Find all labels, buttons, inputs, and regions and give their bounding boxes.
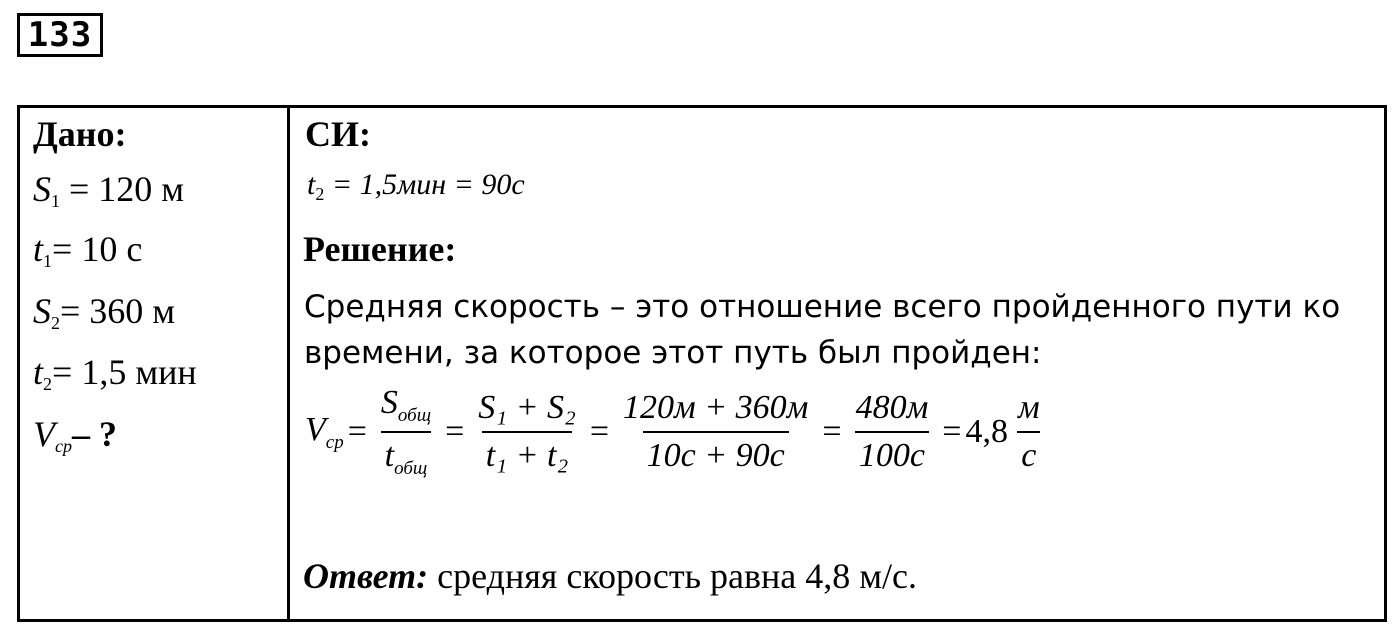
solution-title: Решение:: [303, 229, 457, 269]
fraction-symbolic: $\frac{\text{S₁ + S₂}}{\text{t₁ + t₂}}$: [478, 389, 576, 474]
fraction-values: $\frac{120м + 360м}{10с + 90с}$: [623, 389, 809, 474]
fraction-total: $\frac{S_{общ}}{t_{общ}}$: [380, 384, 432, 479]
given-line-t1: $t_1= 10$ с: [33, 229, 143, 271]
answer-text: средняя скорость равна 4,8 м/с.: [428, 556, 917, 596]
answer: [303, 555, 917, 597]
formula-result: 4,8: [965, 413, 1008, 450]
formula-lhs: $V_{ср}$: [305, 410, 344, 453]
solution-text: Средняя скорость – это отношение всего пройденного пути ко времени, за которое этот путь был пройден:: [304, 289, 1341, 371]
answer-label: Ответ:: [303, 556, 429, 596]
given-line-s1: $S_1 = 120$ м: [33, 169, 185, 211]
si-conversion: $t_2 = 1,5мин = 90с$: [307, 168, 525, 204]
fraction-unit: $\frac{м}{с}$: [1017, 389, 1040, 474]
si-title: СИ:: [305, 114, 371, 154]
given-line-t2: $t_2= 1,5$ мин: [33, 352, 197, 394]
given-line-vcp: $V_{ср}-$ ?: [33, 414, 117, 456]
fraction-sum: $\frac{480м}{100с}$: [855, 389, 929, 474]
problem-number: 133: [17, 13, 103, 57]
column-divider: [287, 105, 290, 622]
given-title: Дано:: [33, 114, 127, 154]
given-line-s2: $S_2= 360$ м: [33, 291, 176, 333]
speed-formula: $V_{ср}$ = $\frac{S_{общ}}{t_{общ}}$ = $\frac{\text{S₁ + S₂}}{\text{t₁ + t₂}}$ = $\frac{120м + 360м}{10с + 90с}$ = $\frac{480м}{100с}$ = 4,8 $\frac{м}{с}$: [305, 382, 1050, 482]
